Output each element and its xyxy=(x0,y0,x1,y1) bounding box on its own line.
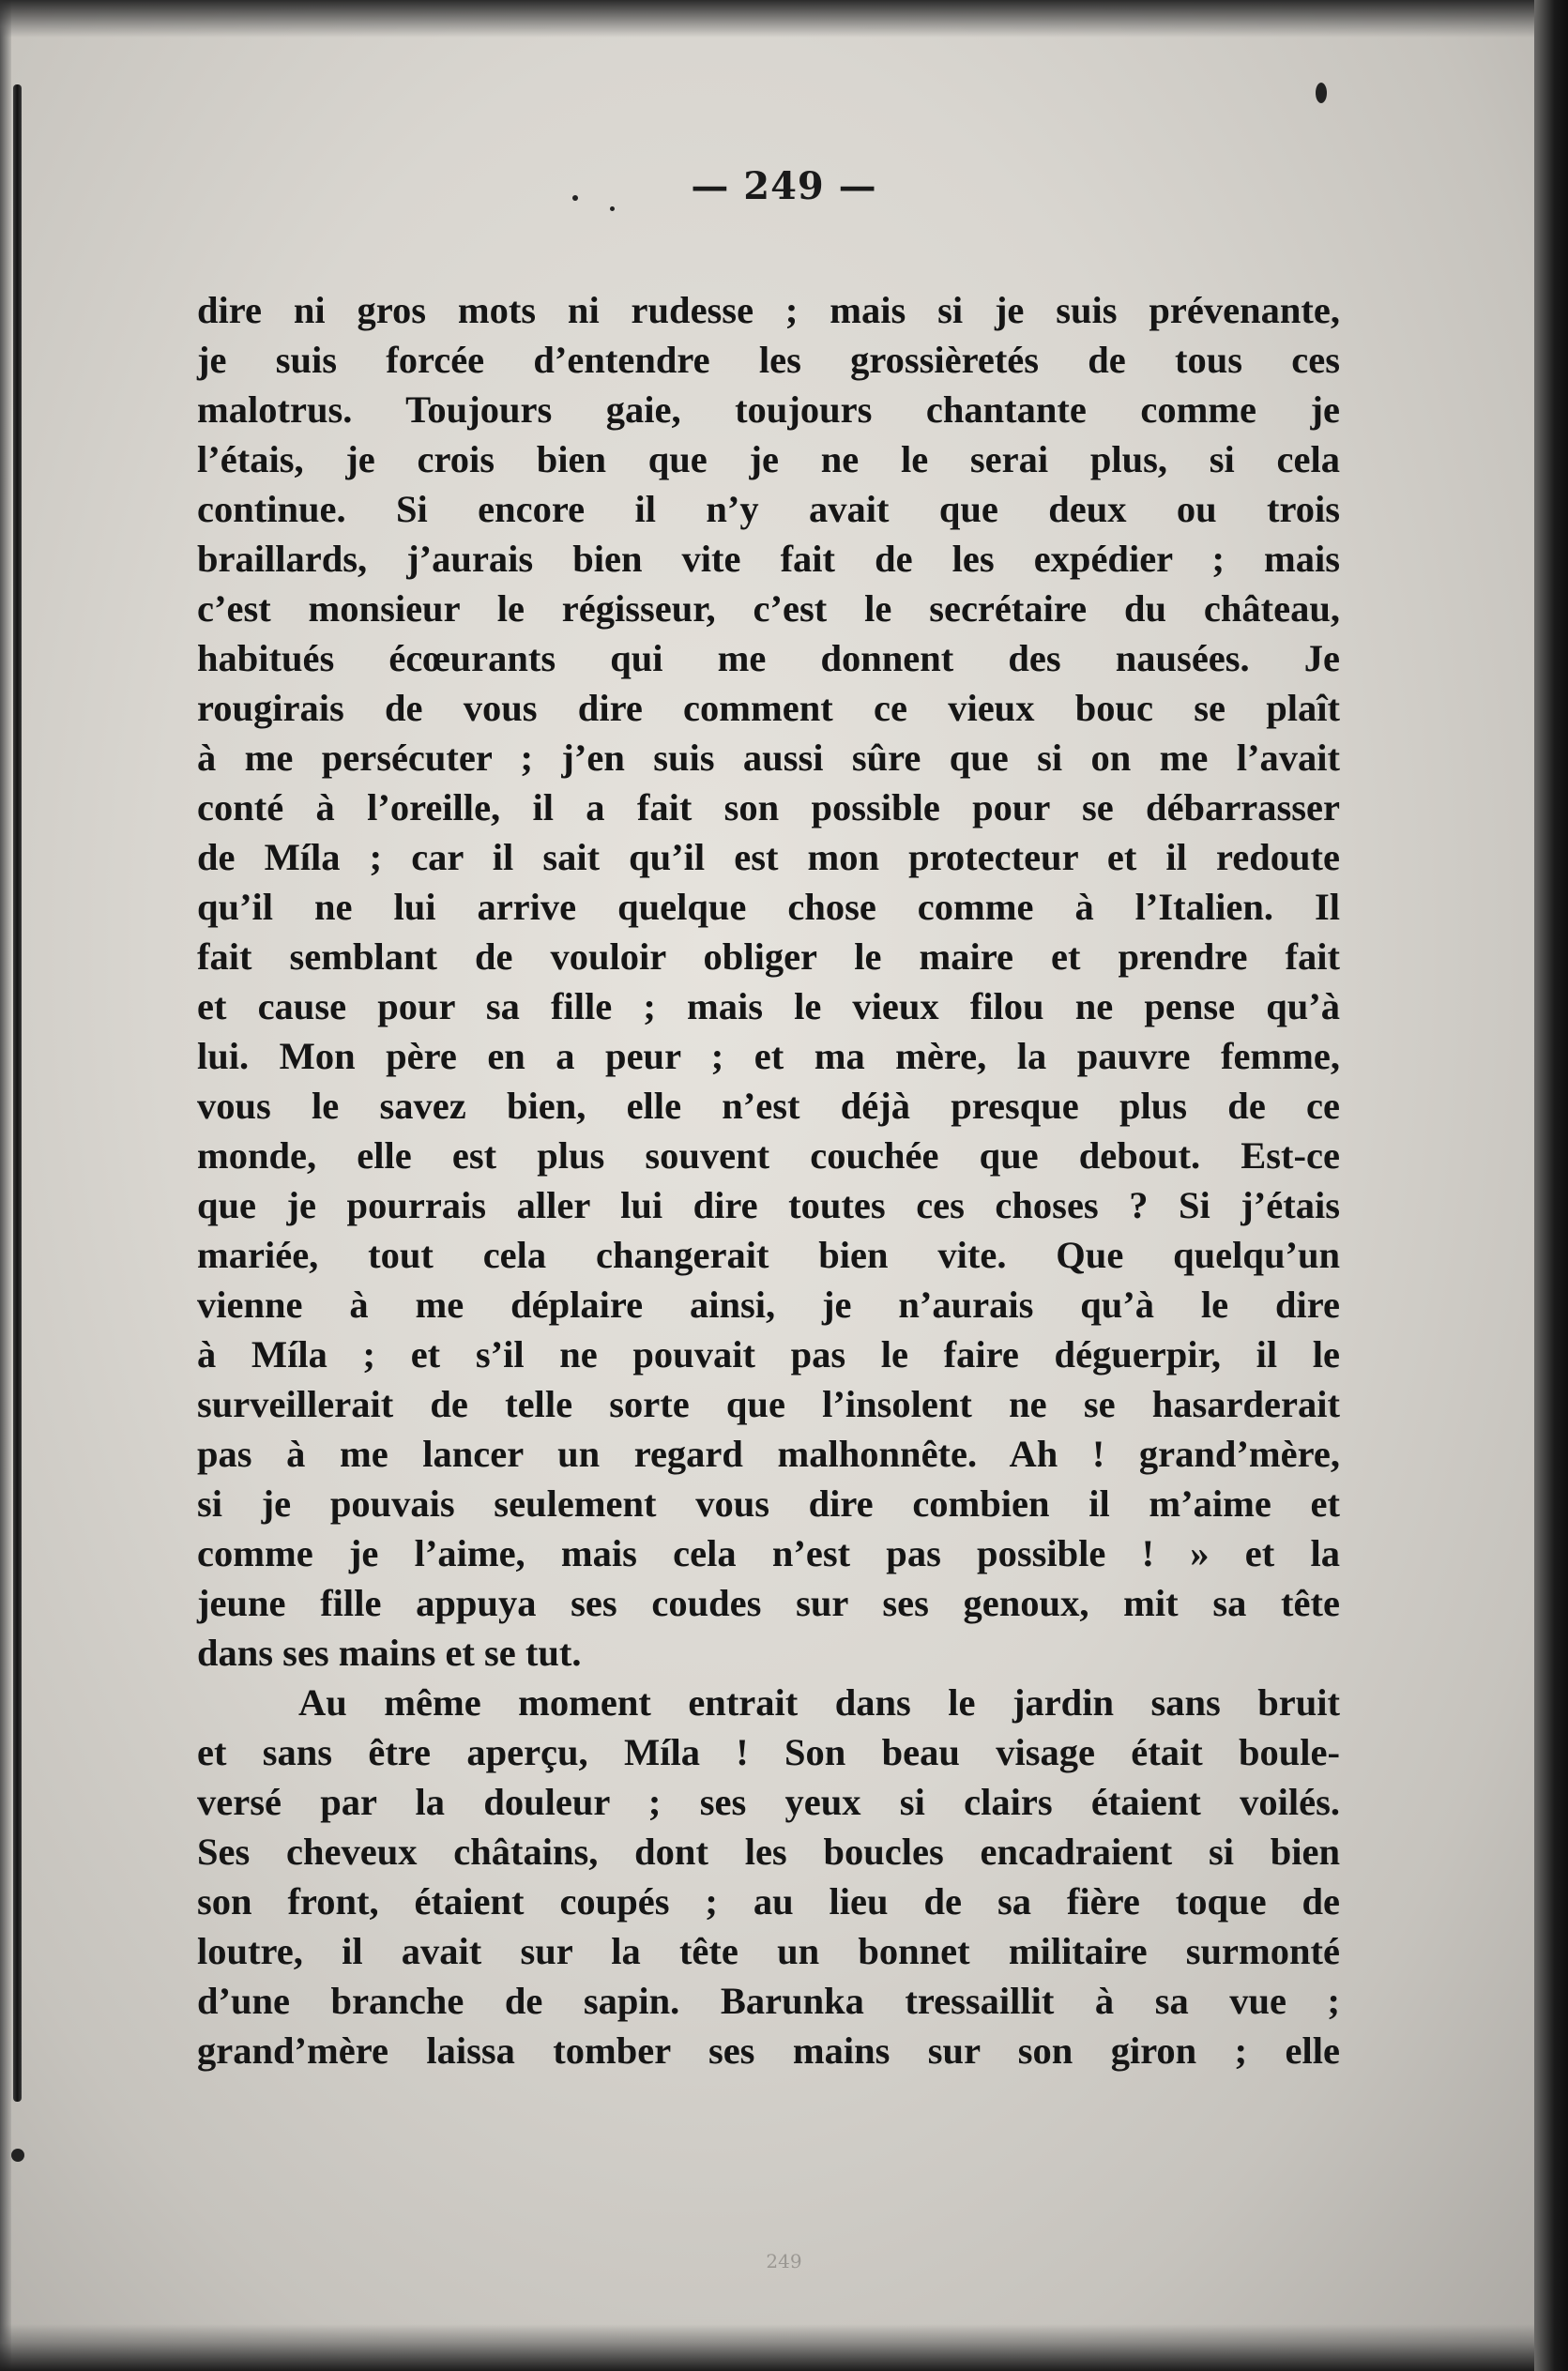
text-line: surveillerait de telle sorte que l’insolent ne se hasarderait xyxy=(197,1383,1340,1425)
text-line: de Míla ; car il sait qu’il est mon protecteur et il redoute xyxy=(197,836,1340,878)
text-line: conté à l’oreille, il a fait son possible pour se débarrasser xyxy=(197,786,1340,828)
text-line: pas à me lancer un regard malhonnête. Ah ! grand’mère, xyxy=(197,1433,1340,1475)
text-line: versé par la douleur ; ses yeux si clairs étaient voilés. xyxy=(197,1781,1340,1823)
ink-speck xyxy=(11,2149,24,2162)
text-line: et sans être aperçu, Míla ! Son beau visage était boule- xyxy=(197,1731,1340,1773)
ink-speck xyxy=(610,206,615,211)
text-line: braillards, j’aurais bien vite fait de les expédier ; mais xyxy=(197,538,1340,580)
text-line: son front, étaient coupés ; au lieu de sa fière toque de xyxy=(197,1880,1340,1923)
top-edge-shadow xyxy=(0,0,1568,38)
text-line: Ses cheveux châtains, dont les boucles encadraient si bien xyxy=(197,1831,1340,1873)
text-line: l’étais, je crois bien que je ne le serai plus, si cela xyxy=(197,438,1340,480)
bottom-page-mark: 249 xyxy=(766,2250,802,2272)
left-edge-shadow xyxy=(0,0,11,2371)
text-line: d’une branche de sapin. Barunka tressaillit à sa vue ; xyxy=(197,1980,1340,2022)
body-text xyxy=(197,285,1340,2075)
ink-speck xyxy=(1316,83,1327,103)
ink-speck xyxy=(572,195,578,201)
right-edge-shadow xyxy=(1534,0,1568,2371)
text-line: je suis forcée d’entendre les grossièretés de tous ces xyxy=(197,339,1340,381)
text-line: habitués écœurants qui me donnent des nausées. Je xyxy=(197,637,1340,679)
text-line: vienne à me déplaire ainsi, je n’aurais qu’à le dire xyxy=(197,1284,1340,1326)
text-line: vous le savez bien, elle n’est déjà presque plus de ce xyxy=(197,1085,1340,1127)
text-line: rougirais de vous dire comment ce vieux bouc se plaît xyxy=(197,687,1340,729)
text-line: jeune fille appuya ses coudes sur ses genoux, mit sa tête xyxy=(197,1582,1340,1624)
text-line: et cause pour sa fille ; mais le vieux filou ne pense qu’à xyxy=(197,985,1340,1027)
text-line: malotrus. Toujours gaie, toujours chantante comme je xyxy=(197,388,1340,431)
text-line: grand’mère laissa tomber ses mains sur son giron ; elle xyxy=(197,2029,1340,2072)
page-number: — 249 — xyxy=(691,164,877,208)
text-line: loutre, il avait sur la tête un bonnet militaire surmonté xyxy=(197,1930,1340,1972)
bottom-edge-shadow xyxy=(0,2324,1568,2371)
text-line: continue. Si encore il n’y avait que deux ou trois xyxy=(197,488,1340,530)
text-line: qu’il ne lui arrive quelque chose comme à l’Italien. Il xyxy=(197,886,1340,928)
paragraph-first-line: Au même moment entrait dans le jardin sans bruit xyxy=(298,1681,1340,1724)
text-line: si je pouvais seulement vous dire combien il m’aime et xyxy=(197,1482,1340,1525)
text-line: que je pourrais aller lui dire toutes ces choses ? Si j’étais xyxy=(197,1184,1340,1226)
text-line: dire ni gros mots ni rudesse ; mais si je suis prévenante, xyxy=(197,289,1340,331)
paragraph-last-line: dans ses mains et se tut. xyxy=(197,1632,582,1674)
text-line: lui. Mon père en a peur ; et ma mère, la pauvre femme, xyxy=(197,1035,1340,1077)
text-line: monde, elle est plus souvent couchée que debout. Est-ce xyxy=(197,1134,1340,1177)
text-line: fait semblant de vouloir obliger le maire et prendre fait xyxy=(197,935,1340,978)
text-line: comme je l’aime, mais cela n’est pas possible ! » et la xyxy=(197,1532,1340,1574)
binding-line xyxy=(13,84,22,2102)
text-line: à me persécuter ; j’en suis aussi sûre que si on me l’avait xyxy=(197,737,1340,779)
text-line: c’est monsieur le régisseur, c’est le secrétaire du château, xyxy=(197,587,1340,630)
text-line: à Míla ; et s’il ne pouvait pas le faire déguerpir, il le xyxy=(197,1333,1340,1375)
text-line: mariée, tout cela changerait bien vite. Que quelqu’un xyxy=(197,1234,1340,1276)
